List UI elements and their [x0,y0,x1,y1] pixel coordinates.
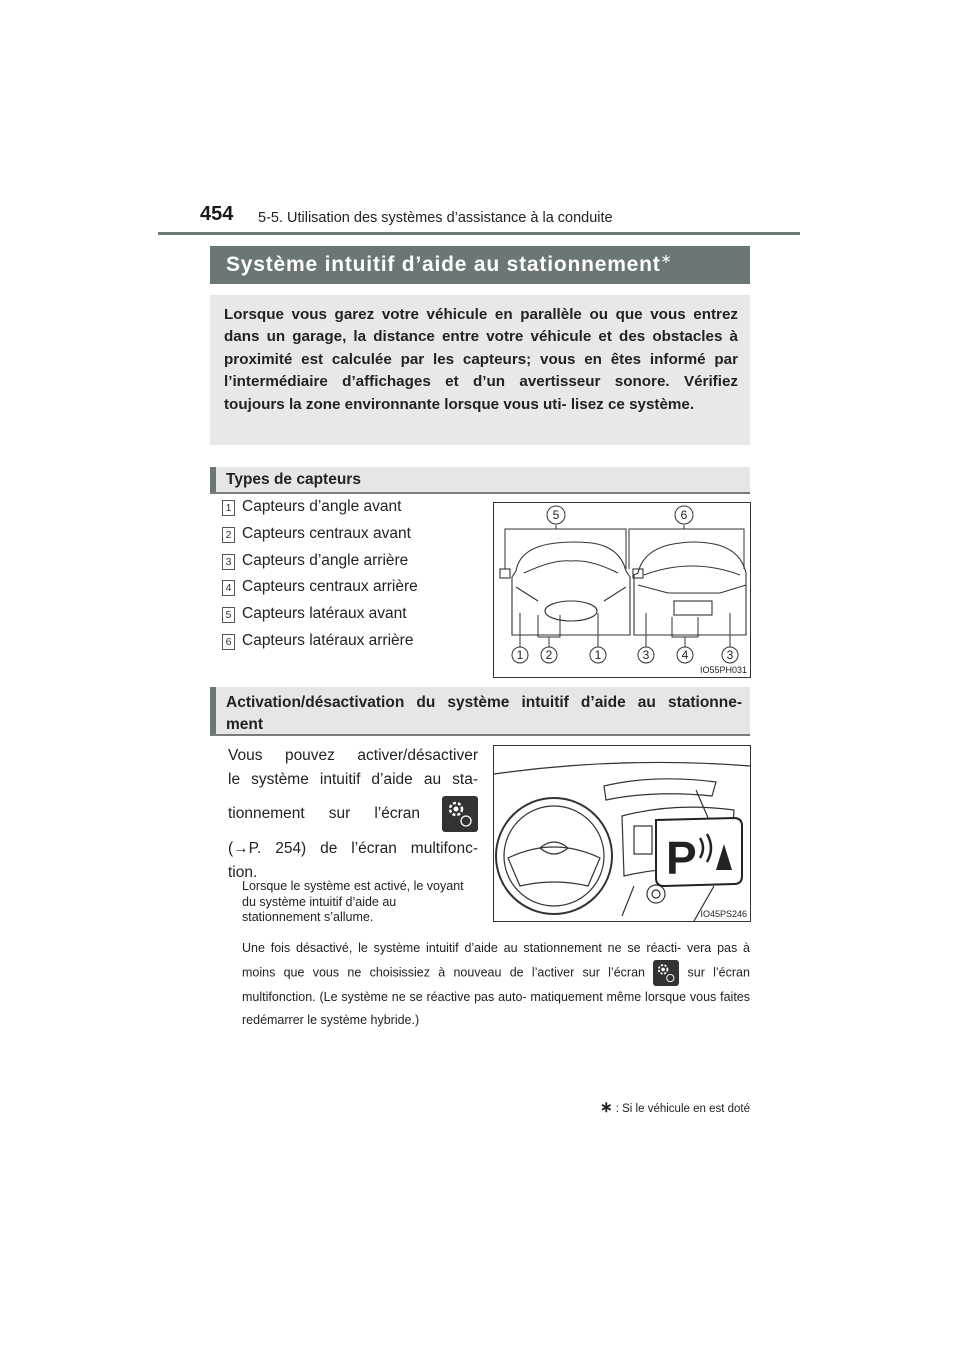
sensor-number: 3 [222,554,235,570]
sensor-number: 1 [222,500,235,516]
control-knob [647,885,665,903]
sensor-number: 4 [222,580,235,596]
callout-2: 2 [545,648,553,662]
activation-heading [210,687,750,736]
dashboard-figure [493,745,751,922]
footnote [590,1098,750,1116]
rear-window [644,566,740,575]
activation-line: tion. [228,863,258,881]
sensor-label: Capteurs d’angle avant [242,498,402,515]
figure-code: IO45PS246 [700,909,747,919]
intro-box [210,295,750,445]
callout-4: 4 [681,648,689,662]
note-deactivated-part1: Une fois désactivé, le système intuitif d’aide au stationnement ne se réacti- vera pas à moins que vous ne choisissiez à nouveau de l’activer sur l’écran [242,941,750,980]
page-title [226,251,672,277]
dashboard-illustration [494,746,750,921]
sensor-types-heading-text: Types de capteurs [226,471,361,488]
header-rule [158,232,800,235]
sensor-label: Capteurs centraux arrière [242,578,418,595]
settings-icon [653,960,679,986]
sensor-label: Capteurs latéraux avant [242,605,407,622]
dash-top-edge [494,762,750,774]
activation-heading-line1: Activation/désactivation du système intuitif d’aide au stationne- [226,694,742,711]
activation-heading-text [226,692,742,736]
footnote-text: : Si le véhicule en est doté [615,1103,750,1115]
front-headlights [516,587,626,601]
activation-line: (→P. 254) de l’écran multifonc- [228,840,478,857]
settings-icon [442,796,478,832]
title-asterisk: ∗ [660,251,673,266]
parking-indicator-letter: P [666,832,697,884]
intro-text: Lorsque vous garez votre véhicule en parallèle ou que vous entrez dans un garage, la distance entre votre véhicule et des obstacles à proximité est calculée par les capteurs; vous en êtes informé par l’intermédiaire d’affichages et d’un avertisseur sonore. Vérifiez toujours la zone environnante lorsque vous uti- lisez ce système. [224,306,738,413]
steering-wheel-inner [504,806,604,906]
note-deactivated [242,937,750,1032]
section-title-bar [210,246,750,284]
page-title-text: Système intuitif d’aide au stationnement [226,253,661,276]
activation-line-with-icon [228,791,478,837]
sensor-diagram [494,503,750,677]
chapter-header: 5-5. Utilisation des systèmes d’assistance à la conduite [258,210,613,226]
front-mirror-left [500,569,510,578]
activation-text [228,744,478,884]
callout-5: 5 [552,508,560,522]
heading-accent [210,467,216,492]
vent-left [634,826,652,854]
callout-3-left: 3 [642,648,650,662]
rear-lights [638,585,746,593]
page-number: 454 [200,203,234,225]
sensor-location-figure [493,502,751,678]
sensor-number: 5 [222,607,235,623]
activation-line: le système intuitif d’aide au sta- [228,770,478,788]
sensor-label: Capteurs centraux avant [242,525,411,542]
figure-code: IO55PH031 [699,665,747,675]
footnote-asterisk: ∗ [599,1099,613,1116]
heading-accent [210,687,216,734]
sensor-number: 2 [222,527,235,543]
front-side-bracket [505,529,626,569]
front-windshield [524,561,618,573]
note-deactivated-part2: sur l’écran multifonction. (Le système ne se réactive pas auto- matiquement même lorsque vous faites redémarrer le système hybride.) [242,965,750,1027]
callout-1-left: 1 [516,648,524,662]
sensor-label: Capteurs d’angle arrière [242,552,409,569]
note-activated: Lorsque le système est activé, le voyant du système intuitif d’aide au stationnement s’allume. [242,879,464,924]
callout-3-right: 3 [726,648,734,662]
pointer-line [696,790,709,820]
sensor-number: 6 [222,634,235,650]
sensor-label: Capteurs latéraux arrière [242,632,414,649]
callout-6: 6 [680,508,688,522]
activation-heading-line2: ment [226,716,264,733]
callout-1-right: 1 [594,648,602,662]
steering-hub [508,847,600,886]
activation-line: Vous pouvez activer/désactiver [228,747,478,764]
rear-plate [674,601,712,615]
sensor-types-heading [210,467,750,494]
activation-line: tionnement sur l’écran [228,805,420,823]
rear-side-bracket [629,529,744,569]
front-grille [545,601,597,621]
